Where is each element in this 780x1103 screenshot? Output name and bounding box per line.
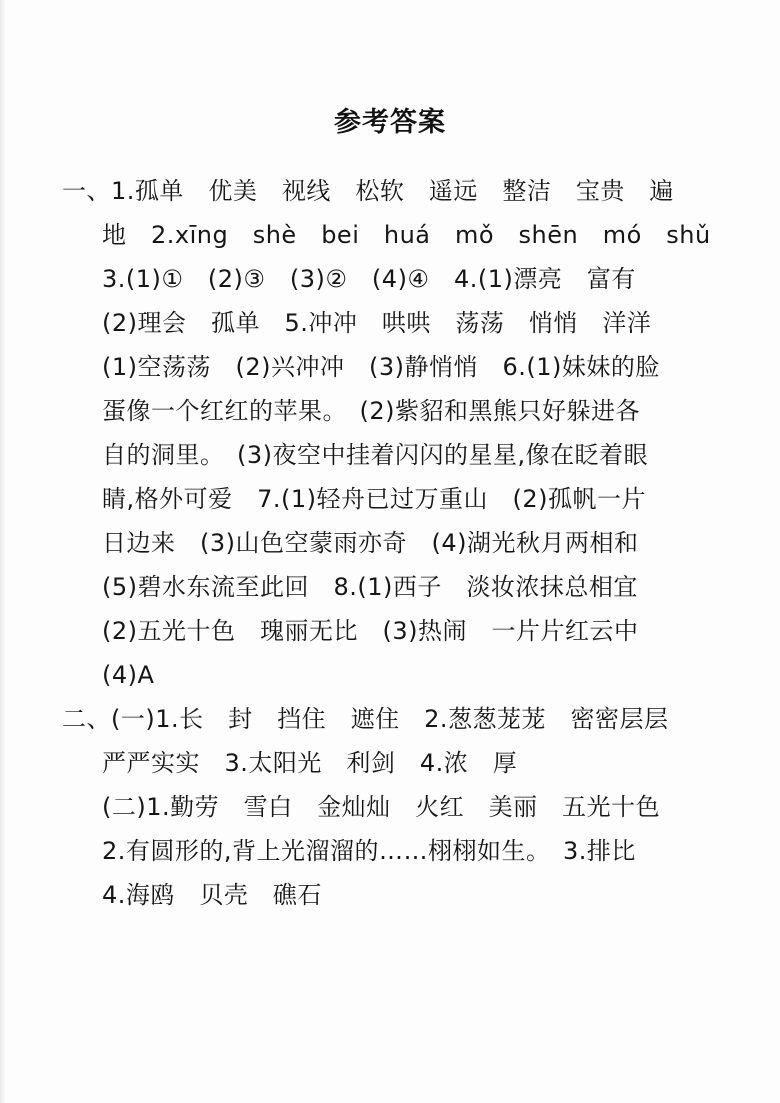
answer-line-8: 睛,格外可爱 7.(1)轻舟已过万重山 (2)孤帆一片 [102, 485, 647, 513]
answer-line-11: (2)五光十色 瑰丽无比 (3)热闹 一片片红云中 [102, 617, 639, 645]
answer-line-7: 自的洞里。 (3)夜空中挂着闪闪的星星,像在眨着眼 [102, 441, 649, 469]
answer-line-6: 蛋像一个红红的苹果。 (2)紫貂和黑熊只好躲进各 [102, 397, 640, 425]
answer-line-5: (1)空荡荡 (2)兴冲冲 (3)静悄悄 6.(1)妹妹的脸 [102, 353, 660, 381]
answer-line-10: (5)碧水东流至此回 8.(1)西子 淡妆浓抹总相宜 [102, 573, 638, 601]
answer-line-17: 4.海鸥 贝壳 礁石 [102, 881, 322, 909]
answer-line-15: (二)1.勤劳 雪白 金灿灿 火红 美丽 五光十色 [102, 793, 661, 821]
answer-line-4: (2)理会 孤单 5.冲冲 哄哄 荡荡 悄悄 洋洋 [102, 309, 652, 337]
answer-line-13: 二、(一)1.长 封 挡住 遮住 2.葱葱茏茏 密密层层 [62, 705, 669, 733]
answer-line-1: 一、1.孤单 优美 视线 松软 遥远 整洁 宝贵 遍 [62, 177, 674, 205]
answer-line-9: 日边来 (3)山色空蒙雨亦奇 (4)湖光秋月两相和 [102, 529, 639, 557]
answer-line-2: 地 2.xīng shè bei huá mǒ shēn mó shǔ [102, 221, 711, 249]
answer-line-16: 2.有圆形的,背上光溜溜的……栩栩如生。 3.排比 [102, 837, 636, 865]
answer-line-3: 3.(1)① (2)③ (3)② (4)④ 4.(1)漂亮 富有 [102, 265, 636, 293]
answer-line-12: (4)A [102, 661, 155, 689]
answer-line-14: 严严实实 3.太阳光 利剑 4.浓 厚 [102, 749, 518, 777]
page-title: 参考答案 [334, 107, 446, 138]
page-edge-shadow [0, 0, 6, 1103]
